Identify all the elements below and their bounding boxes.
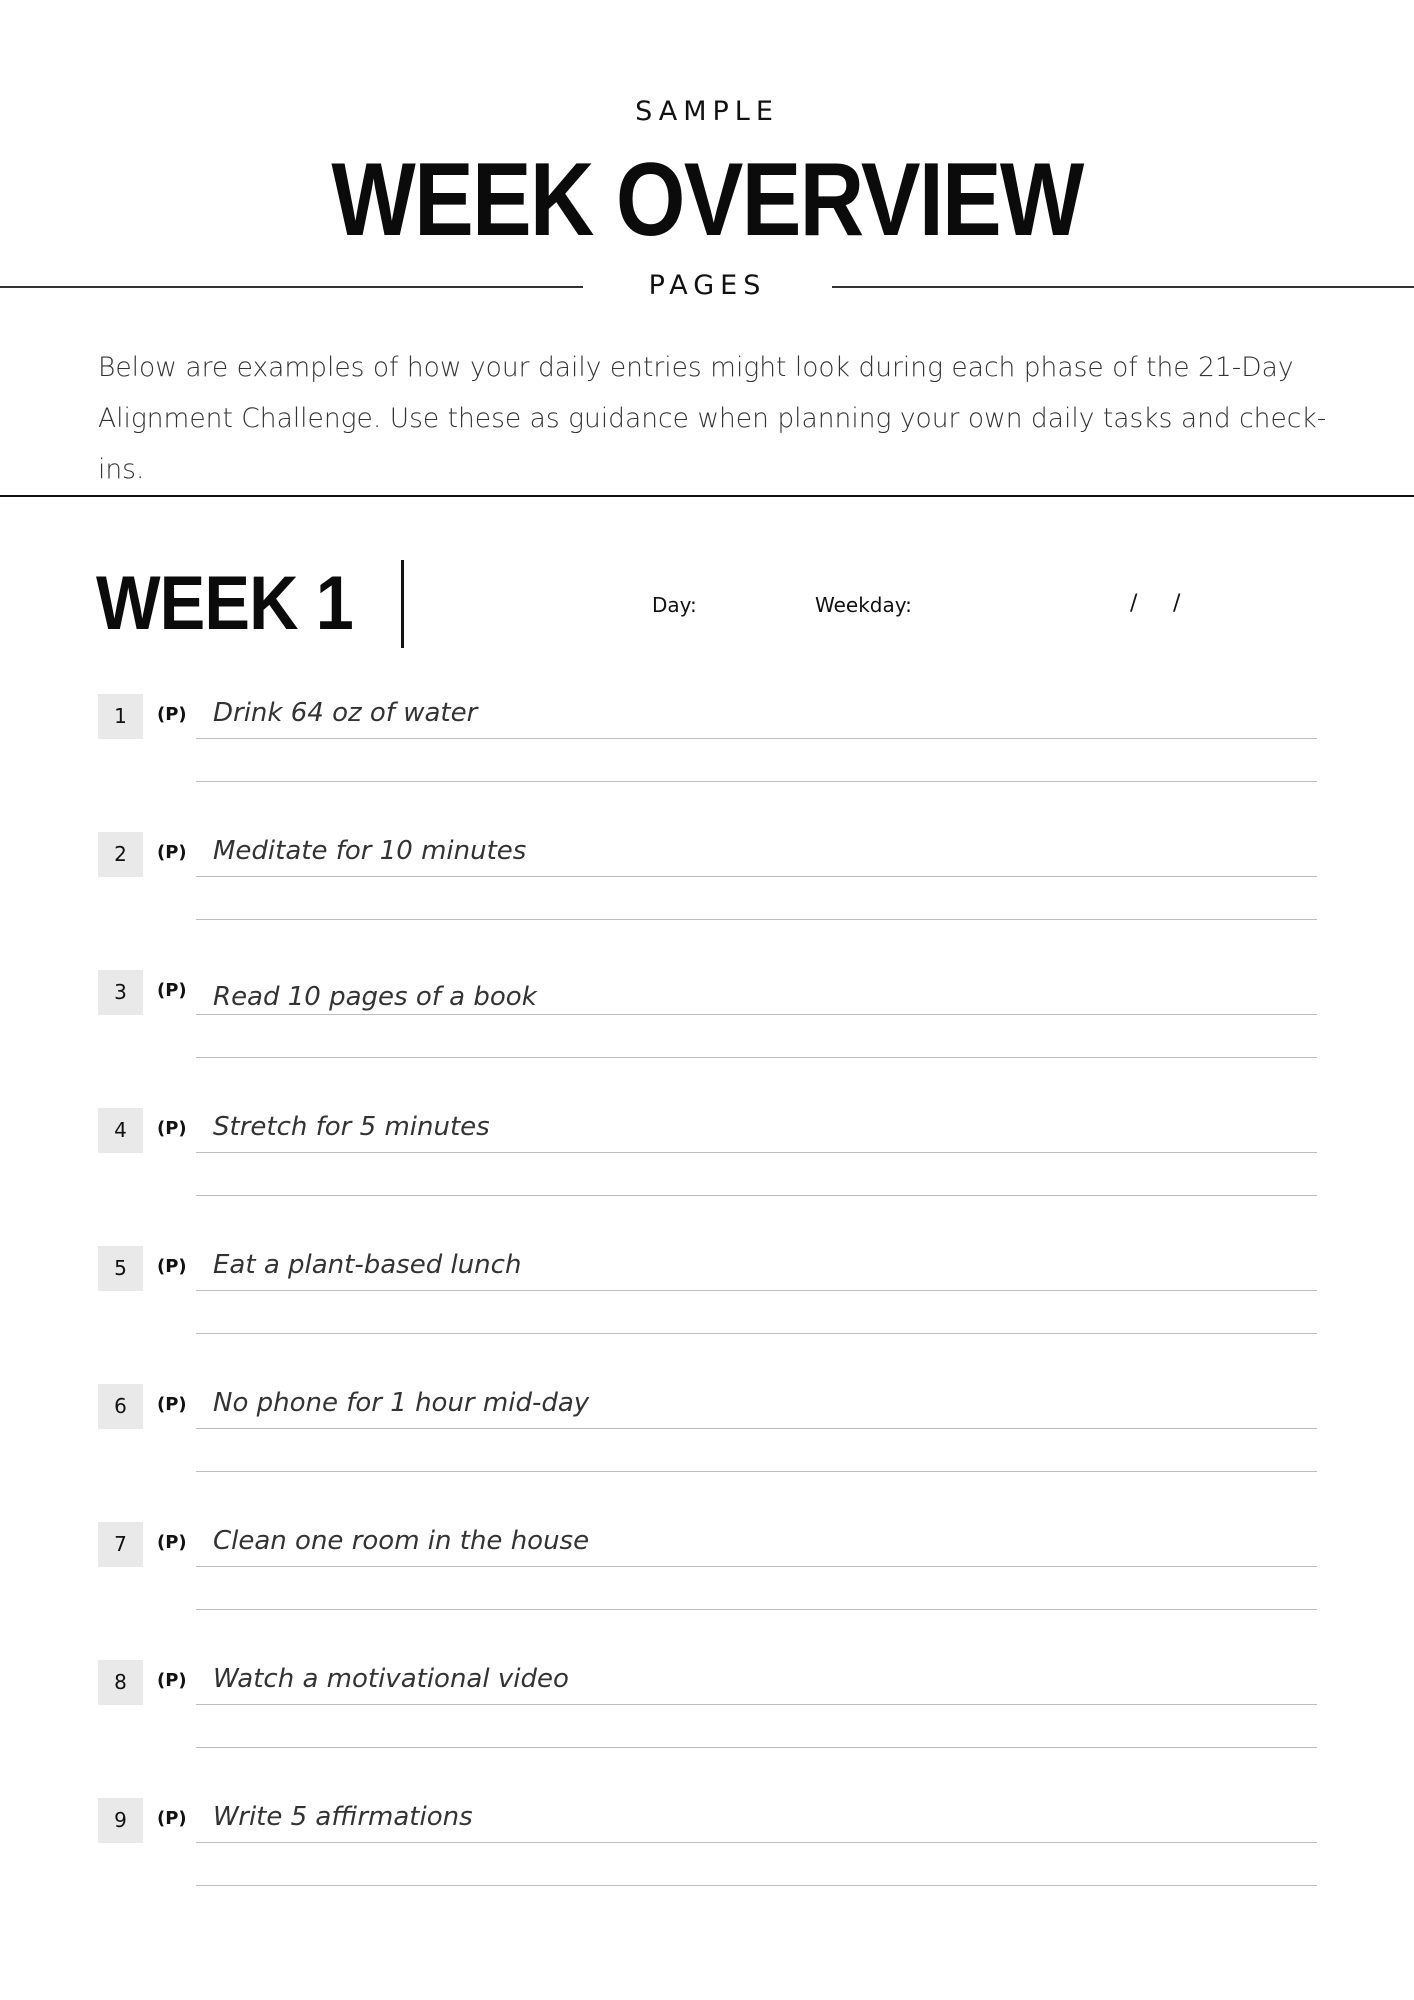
task-row: [0, 1384, 1414, 1494]
task-line: [196, 1566, 1317, 1567]
task-number: 2: [98, 832, 143, 877]
task-row: [0, 1660, 1414, 1770]
right-rule: [832, 286, 1414, 288]
task-priority: (P): [157, 842, 187, 863]
task-line: [196, 738, 1317, 739]
task-line: [196, 1290, 1317, 1291]
task-priority: (P): [157, 704, 187, 725]
task-row: [0, 970, 1414, 1080]
day-label: Day:: [652, 593, 697, 617]
task-priority: (P): [157, 1670, 187, 1691]
section-divider: [0, 495, 1414, 497]
task-line-extra: [196, 1471, 1317, 1472]
task-text: Watch a motivational video: [213, 1664, 569, 1694]
task-row: [0, 1108, 1414, 1218]
task-text: Clean one room in the house: [213, 1526, 590, 1556]
pages-label: PAGES: [648, 270, 767, 301]
task-priority: (P): [157, 1118, 187, 1139]
task-priority: (P): [157, 980, 187, 1001]
task-priority: (P): [157, 1808, 187, 1829]
task-line: [196, 1842, 1317, 1843]
task-line-extra: [196, 1333, 1317, 1334]
task-line-extra: [196, 1885, 1317, 1886]
task-text: No phone for 1 hour mid-day: [213, 1388, 590, 1418]
task-line-extra: [196, 781, 1317, 782]
task-row: [0, 1246, 1414, 1356]
task-line: [196, 876, 1317, 877]
task-number: 7: [98, 1522, 143, 1567]
task-text: Meditate for 10 minutes: [213, 836, 527, 866]
task-number: 9: [98, 1798, 143, 1843]
page-title: WEEK OVERVIEW: [331, 142, 1083, 258]
task-line-extra: [196, 1057, 1317, 1058]
task-line: [196, 1152, 1317, 1153]
task-row: [0, 694, 1414, 804]
task-row: [0, 1522, 1414, 1632]
weekday-label: Weekday:: [815, 593, 912, 617]
task-line-extra: [196, 919, 1317, 920]
task-line: [196, 1704, 1317, 1705]
date-slash-2: /: [1173, 591, 1181, 616]
task-number: 8: [98, 1660, 143, 1705]
task-number: 1: [98, 694, 143, 739]
task-text: Drink 64 oz of water: [213, 698, 478, 728]
date-slash-1: /: [1130, 591, 1138, 616]
task-line: [196, 1428, 1317, 1429]
task-priority: (P): [157, 1394, 187, 1415]
task-line: [196, 1014, 1317, 1015]
task-text: Read 10 pages of a book: [213, 982, 537, 1012]
task-line-extra: [196, 1747, 1317, 1748]
week-title: WEEK 1: [96, 561, 353, 646]
task-line-extra: [196, 1609, 1317, 1610]
sample-label: SAMPLE: [635, 96, 779, 127]
task-priority: (P): [157, 1256, 187, 1277]
task-text: Stretch for 5 minutes: [213, 1112, 490, 1142]
task-number: 6: [98, 1384, 143, 1429]
intro-paragraph: Below are examples of how your daily entries might look during each phase of the 21-Day Alignment Challenge. Use these as guidance when planning your own daily tasks and check-ins.: [98, 352, 1327, 485]
task-text: Write 5 affirmations: [213, 1802, 473, 1832]
task-text: Eat a plant-based lunch: [213, 1250, 522, 1280]
task-number: 4: [98, 1108, 143, 1153]
task-number: 5: [98, 1246, 143, 1291]
task-priority: (P): [157, 1532, 187, 1553]
week-title-divider: [401, 560, 404, 648]
task-number: 3: [98, 970, 143, 1015]
task-row: [0, 832, 1414, 942]
pages-row: [0, 268, 1414, 308]
task-line-extra: [196, 1195, 1317, 1196]
left-rule: [0, 286, 583, 288]
task-row: [0, 1798, 1414, 1908]
